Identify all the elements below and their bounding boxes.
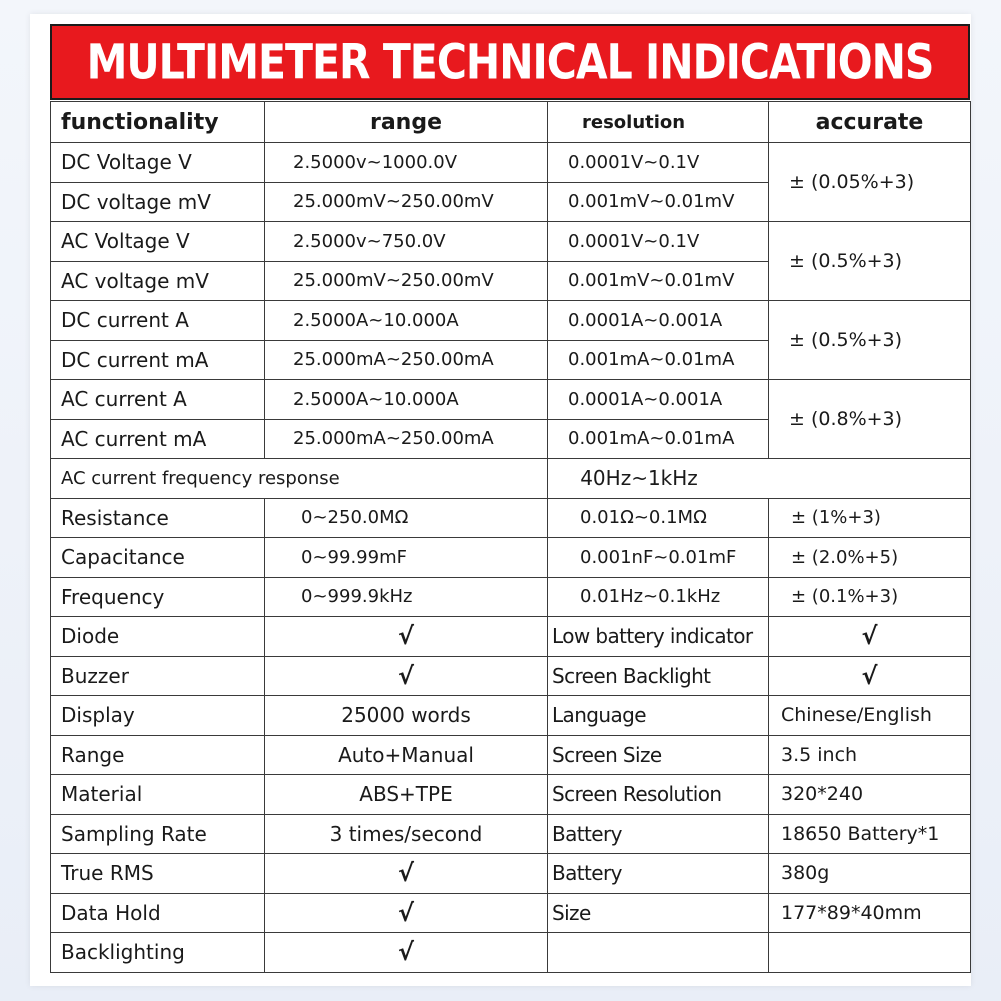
feature-label: Size xyxy=(548,893,769,933)
table-row xyxy=(51,893,971,933)
range-cell: 2.5000A~10.000A xyxy=(265,380,548,420)
function-cell: DC Voltage V xyxy=(51,143,265,183)
feature-label: Low battery indicator xyxy=(548,617,769,657)
frequency-response-value: 40Hz~1kHz xyxy=(548,459,971,499)
feature-label: Diode xyxy=(51,617,265,657)
resolution-cell: 0.001mV~0.01mV xyxy=(548,182,769,222)
table-row xyxy=(51,735,971,775)
table-row xyxy=(51,933,971,973)
accuracy-cell: ± (1%+3) xyxy=(769,498,971,538)
check-icon: √ xyxy=(769,656,971,696)
feature-label: Backlighting xyxy=(51,933,265,973)
function-cell: DC current mA xyxy=(51,340,265,380)
feature-value: Chinese/English xyxy=(769,696,971,736)
range-cell: 2.5000v~750.0V xyxy=(265,222,548,262)
frequency-response-label: AC current frequency response xyxy=(51,459,548,499)
feature-label: Screen Backlight xyxy=(548,656,769,696)
range-cell: 2.5000A~10.000A xyxy=(265,301,548,341)
table-row xyxy=(51,854,971,894)
feature-label xyxy=(548,933,769,973)
accuracy-cell: ± (0.1%+3) xyxy=(769,577,971,617)
function-cell: AC current A xyxy=(51,380,265,420)
header-row xyxy=(51,102,971,143)
function-cell: DC voltage mV xyxy=(51,182,265,222)
check-icon: √ xyxy=(265,656,548,696)
feature-label: Screen Size xyxy=(548,735,769,775)
table-row xyxy=(51,577,971,617)
frequency-response-row xyxy=(51,459,971,499)
feature-value: 3.5 inch xyxy=(769,735,971,775)
accuracy-cell: ± (0.8%+3) xyxy=(769,380,971,459)
resolution-cell: 0.001mV~0.01mV xyxy=(548,261,769,301)
header-range: range xyxy=(265,102,548,143)
feature-label: Range xyxy=(51,735,265,775)
range-cell: 0~999.9kHz xyxy=(265,577,548,617)
feature-value: 25000 words xyxy=(265,696,548,736)
feature-label: Screen Resolution xyxy=(548,775,769,815)
resolution-cell: 0.0001V~0.1V xyxy=(548,143,769,183)
table-row xyxy=(51,498,971,538)
accuracy-cell: ± (0.5%+3) xyxy=(769,301,971,380)
resolution-cell: 0.0001A~0.001A xyxy=(548,380,769,420)
table-row xyxy=(51,380,971,420)
resolution-cell: 0.001mA~0.01mA xyxy=(548,419,769,459)
range-cell: 2.5000v~1000.0V xyxy=(265,143,548,183)
check-icon: √ xyxy=(265,933,548,973)
feature-label: Battery xyxy=(548,814,769,854)
range-cell: 0~99.99mF xyxy=(265,538,548,578)
resolution-cell: 0.01Ω~0.1MΩ xyxy=(548,498,769,538)
range-cell: 25.000mA~250.00mA xyxy=(265,419,548,459)
function-cell: DC current A xyxy=(51,301,265,341)
check-icon: √ xyxy=(769,617,971,657)
table-row xyxy=(51,143,971,183)
range-cell: 25.000mV~250.00mV xyxy=(265,261,548,301)
range-cell: 25.000mA~250.00mA xyxy=(265,340,548,380)
feature-label: Language xyxy=(548,696,769,736)
feature-label: Material xyxy=(51,775,265,815)
spec-table xyxy=(50,101,971,973)
feature-value: 320*240 xyxy=(769,775,971,815)
feature-label: Sampling Rate xyxy=(51,814,265,854)
table-row xyxy=(51,222,971,262)
feature-value: 3 times/second xyxy=(265,814,548,854)
header-functionality: functionality xyxy=(51,102,265,143)
function-cell: AC voltage mV xyxy=(51,261,265,301)
feature-value: 177*89*40mm xyxy=(769,893,971,933)
check-icon: √ xyxy=(265,617,548,657)
resolution-cell: 0.0001V~0.1V xyxy=(548,222,769,262)
table-row xyxy=(51,617,971,657)
accuracy-cell: ± (0.5%+3) xyxy=(769,222,971,301)
table-row xyxy=(51,301,971,341)
table-row xyxy=(51,775,971,815)
feature-label: Buzzer xyxy=(51,656,265,696)
resolution-cell: 0.0001A~0.001A xyxy=(548,301,769,341)
check-icon: √ xyxy=(265,893,548,933)
feature-label: Display xyxy=(51,696,265,736)
function-cell: Resistance xyxy=(51,498,265,538)
feature-label: Data Hold xyxy=(51,893,265,933)
table-row xyxy=(51,696,971,736)
feature-label: Battery xyxy=(548,854,769,894)
table-row xyxy=(51,538,971,578)
header-resolution: resolution xyxy=(548,102,769,143)
resolution-cell: 0.01Hz~0.1kHz xyxy=(548,577,769,617)
accuracy-cell: ± (2.0%+5) xyxy=(769,538,971,578)
table-row xyxy=(51,656,971,696)
feature-value: Auto+Manual xyxy=(265,735,548,775)
range-cell: 0~250.0MΩ xyxy=(265,498,548,538)
page-title: MULTIMETER TECHNICAL INDICATIONS xyxy=(86,33,934,91)
function-cell: AC current mA xyxy=(51,419,265,459)
feature-value: ABS+TPE xyxy=(265,775,548,815)
feature-label: True RMS xyxy=(51,854,265,894)
title-banner xyxy=(50,24,970,100)
accuracy-cell: ± (0.05%+3) xyxy=(769,143,971,222)
function-cell: Capacitance xyxy=(51,538,265,578)
check-icon: √ xyxy=(265,854,548,894)
header-accurate: accurate xyxy=(769,102,971,143)
feature-value xyxy=(769,933,971,973)
range-cell: 25.000mV~250.00mV xyxy=(265,182,548,222)
feature-value: 18650 Battery*1 xyxy=(769,814,971,854)
function-cell: AC Voltage V xyxy=(51,222,265,262)
feature-value: 380g xyxy=(769,854,971,894)
table-row xyxy=(51,814,971,854)
function-cell: Frequency xyxy=(51,577,265,617)
resolution-cell: 0.001mA~0.01mA xyxy=(548,340,769,380)
resolution-cell: 0.001nF~0.01mF xyxy=(548,538,769,578)
